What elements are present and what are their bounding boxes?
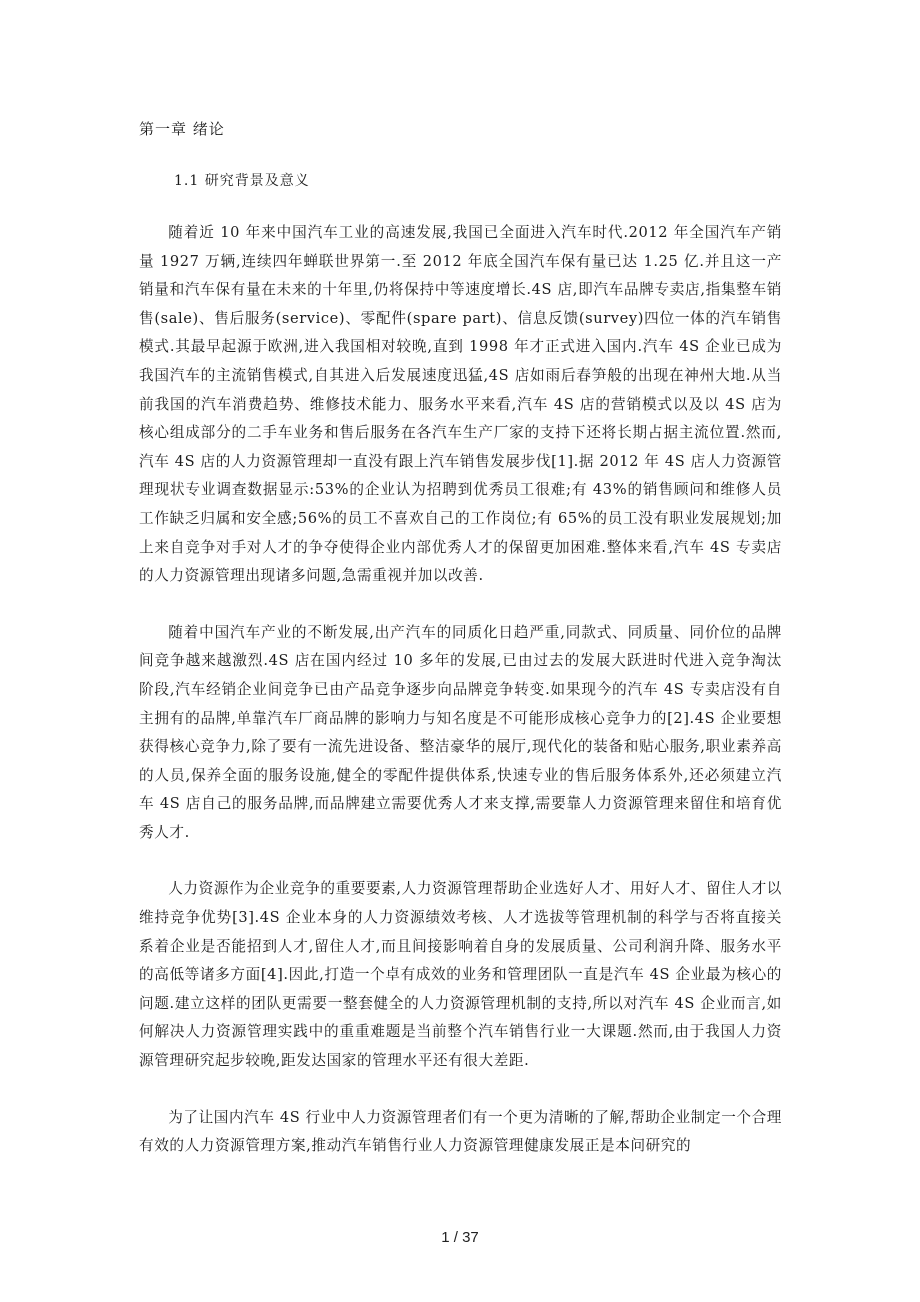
body-text bbox=[139, 219, 782, 1189]
paragraph-4: 为了让国内汽车 4S 行业中人力资源管理者们有一个更为清晰的了解,帮助企业制定一个合理有效的人力资源管理方案,推动汽车销售行业人力资源管理健康发展正是本问研究的 bbox=[139, 1108, 782, 1155]
paragraph-3: 人力资源作为企业竞争的重要要素,人力资源管理帮助企业选好人才、用好人才、留住人才以维持竞争优势[3].4S 企业本身的人力资源绩效考核、人才选拔等管理机制的科学与否将直接关系着企业是否能招到人才,留住人才,而且间接影响着自身的发展质量、公司利润升降、服务水平的高低等诸多方面[4].因此,打造一个卓有成效的业务和管理团队一直是汽车 4S 企业最为核心的问题.建立这样的团队更需要一整套健全的人力资源管理机制的支持,所以对汽车 4S 企业而言,如何解决人力资源管理实践中的重重难题是当前整个汽车销售行业一大课题.然而,由于我国人力资源管理研究起步较晚,距发达国家的管理水平还有很大差距. bbox=[139, 880, 782, 1070]
page-number: 1 / 37 bbox=[441, 1229, 479, 1246]
paragraph-2: 随着中国汽车产业的不断发展,出产汽车的同质化日趋严重,同款式、同质量、同价位的品牌间竞争越来越激烈.4S 店在国内经过 10 多年的发展,已由过去的发展大跃进时代进入竞争淘汰阶段,汽车经销企业间竞争已由产品竞争逐步向品牌竞争转变.如果现今的汽车 4S 专卖店没有自主拥有的品牌,单靠汽车厂商品牌的影响力与知名度是不可能形成核心竞争力的[2].4S 企业要想获得核心竞争力,除了要有一流先进设备、整洁豪华的展厅,现代化的装备和贴心服务,职业素养高的人员,保养全面的服务设施,健全的零配件提供体系,快速专业的售后服务体系外,还必须建立汽车 4S 店自己的服务品牌,而品牌建立需要优秀人才来支撑,需要靠人力资源管理来留住和培育优秀人才. bbox=[139, 623, 782, 841]
chapter-title: 第一章 绪论 bbox=[139, 120, 225, 138]
paragraph-1: 随着近 10 年来中国汽车工业的高速发展,我国已全面进入汽车时代.2012 年全国汽车产销量 1927 万辆,连续四年蝉联世界第一.至 2012 年底全国汽车保有量已达 1.25 亿.并且这一产销量和汽车保有量在未来的十年里,仍将保持中等速度增长.4S 店,即汽车品牌专卖店,指集整车销售(sale)、售后服务(service)、零配件(spare part)、信息反馈(survey)四位一体的汽车销售模式.其最早起源于欧洲,进入我国相对较晚,直到 1998 年才正式进入国内.汽车 4S 企业已成为我国汽车的主流销售模式,自其进入后发展速度迅猛,4S 店如雨后春笋般的出现在神州大地.从当前我国的汽车消费趋势、维修技术能力、服务水平来看,汽车 4S 店的营销模式以及以 4S 店为核心组成部分的二手车业务和售后服务在各汽车生产厂家的支持下还将长期占据主流位置.然而,汽车 4S 店的人力资源管理却一直没有跟上汽车销售发展步伐[1].据 2012 年 4S 店人力资源管理现状专业调查数据显示:53%的企业认为招聘到优秀员工很难;有 43%的销售顾问和维修人员工作缺乏归属和安全感;56%的员工不喜欢自己的工作岗位;有 65%的员工没有职业发展规划;加上来自竞争对手对人才的争夺使得企业内部优秀人才的保留更加困难.整体来看,汽车 4S 专卖店的人力资源管理出现诸多问题,急需重视并加以改善. bbox=[139, 224, 782, 585]
section-title: 1.1 研究背景及意义 bbox=[174, 173, 310, 189]
